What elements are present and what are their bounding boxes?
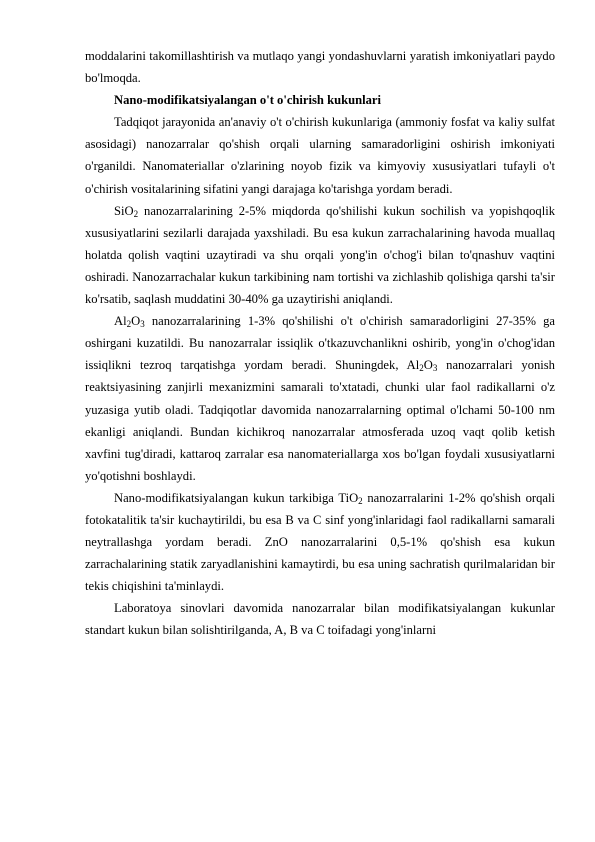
text-run: Al bbox=[114, 314, 127, 329]
section-heading bbox=[85, 89, 555, 111]
text-run: nanozarralarining 1-3% qo'shilishi o't o'chirish samaradorligini 27-35% ga oshirgani kuzatildi. Bu nanozarralar issiqlik o'tkazuvchanlikni oshirib, yong'in o'chog'idan issiqlikni tezroq tarqatishga yordam beradi. Shuningdek, Al bbox=[85, 314, 555, 373]
body-paragraph bbox=[85, 45, 555, 89]
body-paragraph bbox=[85, 310, 555, 487]
subscript: 3 bbox=[140, 319, 145, 330]
document-page bbox=[85, 45, 555, 642]
subscript: 3 bbox=[432, 363, 438, 374]
text-run: nanozarralarining 2-5% miqdorda qo'shilishi kukun sochilish va yopishqoqlik xususiyatlarini sezilarli darajada yaxshiladi. Bu esa kukun zarrachalarining havoda muallaq holatda qolish vaqtini uzaytiradi va shu orqali yong'in o'chog'i bilan to'qnashuv vaqtini oshiradi. Nanozarrachalar kukun tarkibining nam tortishi va zichlashib qolishiga qarshi ta'sir ko'rsatib, saqlash muddatini 30-40% ga uzaytirishi aniqlandi. bbox=[85, 203, 555, 307]
body-paragraph bbox=[85, 111, 555, 199]
text-run: O bbox=[131, 314, 141, 329]
subscript: 2 bbox=[419, 363, 424, 374]
subscript: 2 bbox=[358, 495, 363, 506]
subscript: 2 bbox=[126, 319, 132, 330]
text-run: moddalarini takomillashtirish va mutlaqo yangi yondashuvlarni yaratish imkoniyatlari paydo bo'lmoqda. bbox=[85, 49, 555, 86]
body-paragraph bbox=[85, 487, 555, 597]
text-run: Tadqiqot jarayonida an'anaviy o't o'chirish kukunlariga (ammoniy fosfat va kaliy sulfat asosidagi) nanozarralar qo'shish orqali ularning samaradorligini oshirish imkoniyati o'rganildi. Nanomateriallar o'zlarining noyob fizik va kimyoviy xususiyatlari tufayli o't o'chirish vositalarining sifatini yangi darajaga ko'tarishga yordam beradi. bbox=[85, 115, 555, 196]
text-run: SiO bbox=[114, 203, 134, 218]
text-run: Nano-modifikatsiyalangan kukun tarkibiga TiO bbox=[114, 490, 359, 505]
text-run: nanozarralari yonish reaktsiyasining zanjirli mexanizmini samarali to'xtatadi, chunki ular faol radikallarni o'z yuzasiga yutib oladi. Tadqiqotlar davomida nanozarralarning optimal o'lchami 50-100 nm ekanligi aniqlandi. Bundan kichikroq nanozarralar atmosferada uzoq vaqt qolib ketish xavfini tug'diradi, kattaroq zarralar esa nanomateriallarga xos bo'lgan foydali xususiyatlarni yo'qotishni boshlaydi. bbox=[85, 358, 555, 483]
body-paragraph bbox=[85, 597, 555, 641]
subscript: 2 bbox=[133, 208, 139, 219]
text-run: Nano-modifikatsiyalangan o't o'chirish kukunlari bbox=[114, 93, 381, 108]
text-run: nanozarralarini 1-2% qo'shish orqali fotokatalitik ta'sir kuchaytirildi, bu esa B va C sinf yong'inlaridagi faol radikallarni samarali neytrallashga yordam beradi. ZnO nanozarralarini 0,5-1% qo'shish esa kukun zarrachalarining statik zaryadlanishini kamaytirdi, bu esa uning sachratish qurilmalaridan bir tekis chiqishini ta'minlaydi. bbox=[85, 490, 555, 594]
body-paragraph bbox=[85, 200, 555, 310]
text-run: O bbox=[423, 358, 433, 373]
text-run: Laboratoya sinovlari davomida nanozarralar bilan modifikatsiyalangan kukunlar standart kukun bilan solishtirilganda, A, B va C toifadagi yong'inlarni bbox=[85, 601, 555, 638]
